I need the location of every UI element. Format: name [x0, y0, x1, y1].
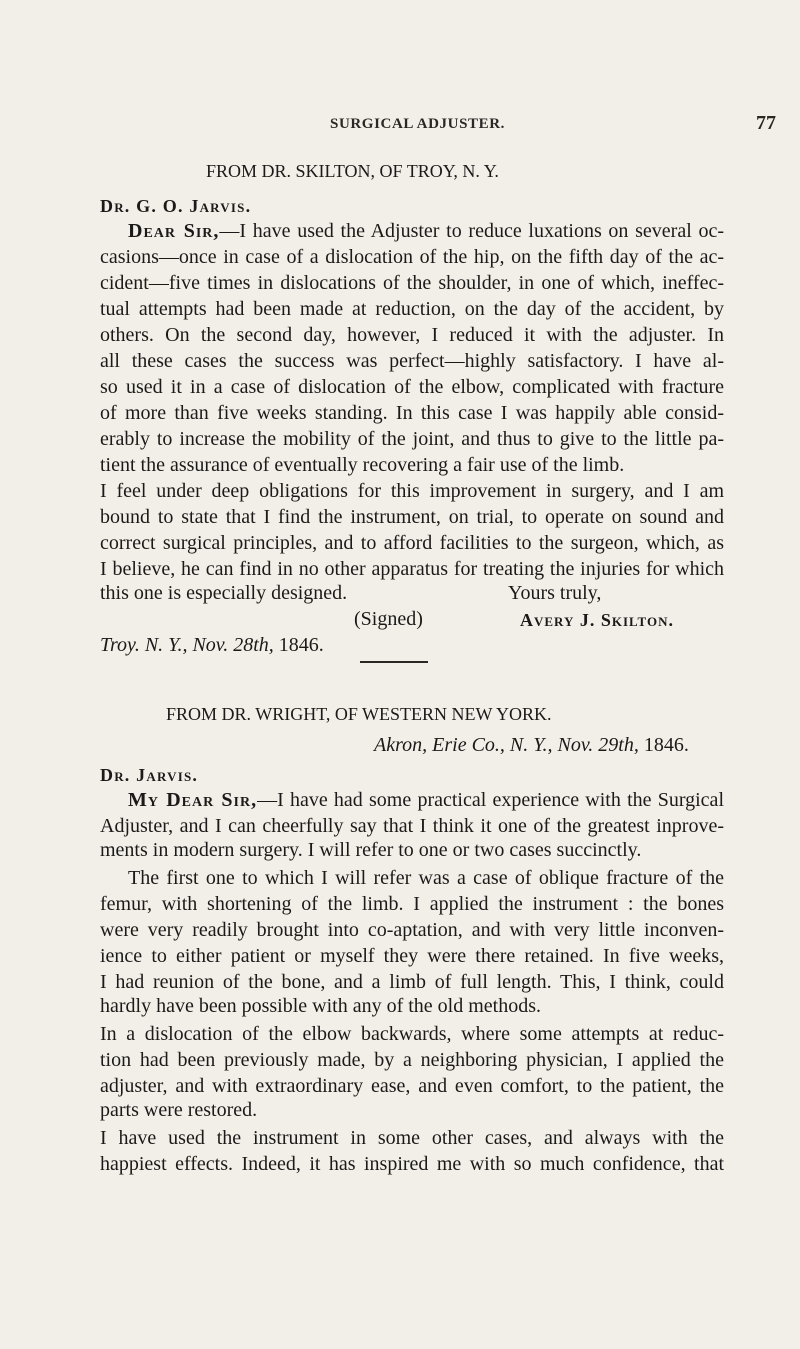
- letter-2-line-14: happiest effects. Indeed, it has inspired me with so much confidence, that: [100, 1153, 724, 1175]
- letter-2-line-2: ments in modern surgery. I will refer to one or two cases succinctly.: [100, 839, 642, 861]
- letter-2-line-13: I have used the instrument in some other cases, and always with the: [100, 1127, 724, 1149]
- letter-1-line-5: all these cases the success was perfect—highly satisfactory. I have al-: [100, 350, 724, 372]
- letter-1-line-13: I believe, he can find in no other apparatus for treating the injuries for which: [100, 558, 724, 580]
- letter-2-line-4: femur, with shortening of the limb. I applied the instrument : the bones: [100, 893, 724, 915]
- letter-1-signature: Avery J. Skilton.: [520, 610, 674, 630]
- letter-1-line-6: so used it in a case of dislocation of the elbow, complicated with fracture: [100, 376, 724, 398]
- letter-2-line-10: tion had been previously made, by a neighboring physician, I applied the: [100, 1049, 724, 1071]
- letter-2-line-0: My Dear Sir,—I have had some practical experience with the Surgical: [128, 789, 724, 811]
- letter-1-line-4: others. On the second day, however, I reduced it with the adjuster. In: [100, 324, 724, 346]
- letter-1-closing: Yours truly,: [508, 582, 602, 604]
- letter-2-line-7: I had reunion of the bone, and a limb of full length. This, I think, could: [100, 971, 724, 993]
- letter-1-line-1: casions—once in case of a dislocation of the hip, on the fifth day of the ac-: [100, 246, 724, 268]
- letter-2-heading: FROM DR. WRIGHT, OF WESTERN NEW YORK.: [166, 704, 552, 724]
- letter-2-line-6: ience to either patient or myself they were there retained. In five weeks,: [100, 945, 724, 967]
- letter-2-place-date: Akron, Erie Co., N. Y., Nov. 29th, 1846.: [374, 734, 689, 756]
- letter-1-addressee: Dr. G. O. Jarvis.: [100, 196, 252, 216]
- running-head: SURGICAL ADJUSTER.: [330, 116, 506, 132]
- letter-2-salutation: My Dear Sir,: [128, 789, 258, 811]
- letter-2-line-5: were very readily brought into co-aptation, and with very little inconven-: [100, 919, 724, 941]
- section-divider: [360, 661, 428, 663]
- letter-1-line-14: this one is especially designed.: [100, 582, 348, 604]
- letter-1-line-11: bound to state that I find the instrument, on trial, to operate on sound and: [100, 506, 724, 528]
- page-number: 77: [756, 112, 776, 134]
- letter-1-line-0: Dear Sir,—I have used the Adjuster to reduce luxations on several oc-: [128, 220, 724, 242]
- letter-1-line-9: tient the assurance of eventually recovering a fair use of the limb.: [100, 454, 625, 476]
- letter-2-addressee: Dr. Jarvis.: [100, 765, 199, 785]
- letter-1-line-10: I feel under deep obligations for this improvement in surgery, and I am: [100, 480, 724, 502]
- letter-2-line-12: parts were restored.: [100, 1099, 258, 1121]
- letter-1-heading: FROM DR. SKILTON, OF TROY, N. Y.: [206, 161, 499, 181]
- letter-1-line-3: tual attempts had been made at reduction, on the day of the accident, by: [100, 298, 724, 320]
- letter-1-line-7: of more than five weeks standing. In this case I was happily able consid-: [100, 402, 724, 424]
- letter-2-line-1: Adjuster, and I can cheerfully say that I think it one of the greatest inprove-: [100, 815, 724, 837]
- letter-2-line-8: hardly have been possible with any of the old methods.: [100, 995, 542, 1017]
- letter-1-line-8: erably to increase the mobility of the joint, and thus to give to the little pa-: [100, 428, 724, 450]
- letter-1-salutation: Dear Sir,: [128, 220, 220, 242]
- letter-1-line-12: correct surgical principles, and to afford facilities to the surgeon, which, as: [100, 532, 724, 554]
- letter-2-line-9: In a dislocation of the elbow backwards, where some attempts at reduc-: [100, 1023, 724, 1045]
- letter-1-signed-label: (Signed): [354, 608, 423, 630]
- letter-2-line-11: adjuster, and with extraordinary ease, and even comfort, to the patient, the: [100, 1075, 724, 1097]
- letter-1-line-2: cident—five times in dislocations of the shoulder, in one of which, ineffec-: [100, 272, 724, 294]
- letter-1-place-date: Troy. N. Y., Nov. 28th, 1846.: [100, 634, 324, 656]
- letter-2-line-3: The first one to which I will refer was a case of oblique fracture of the: [128, 867, 724, 889]
